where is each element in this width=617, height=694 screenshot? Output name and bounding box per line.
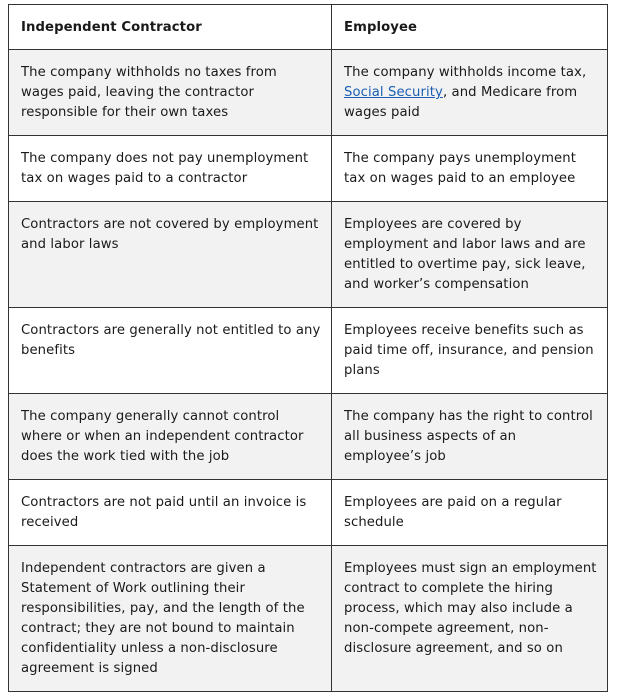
employee-cell: Employees must sign an employment contract to complete the hiring process, which may also include a non-compete agreement, non-disclosure agreement, and so on [332, 546, 608, 692]
contractor-cell: Contractors are not paid until an invoice is received [9, 480, 332, 546]
table-row [9, 480, 608, 546]
employee-cell [332, 50, 608, 136]
comparison-table-container [8, 4, 607, 692]
contractor-cell: Contractors are not covered by employment and labor laws [9, 202, 332, 308]
employee-cell: The company has the right to control all business aspects of an employee’s job [332, 394, 608, 480]
table-row [9, 308, 608, 394]
table-row [9, 546, 608, 692]
header-employee: Employee [332, 5, 608, 50]
contractor-cell: The company does not pay unemployment tax on wages paid to a contractor [9, 136, 332, 202]
employee-cell-text: , and Medicare from wages paid [344, 85, 578, 120]
header-independent-contractor: Independent Contractor [9, 5, 332, 50]
employee-cell: Employees receive benefits such as paid time off, insurance, and pension plans [332, 308, 608, 394]
table-row [9, 50, 608, 136]
contractor-cell: Contractors are generally not entitled to any benefits [9, 308, 332, 394]
table-row [9, 136, 608, 202]
employee-cell: Employees are paid on a regular schedule [332, 480, 608, 546]
contractor-cell: The company generally cannot control where or when an independent contractor does the work tied with the job [9, 394, 332, 480]
social-security-link[interactable]: Social Security [344, 85, 443, 100]
table-row [9, 202, 608, 308]
employee-cell: Employees are covered by employment and labor laws and are entitled to overtime pay, sick leave, and worker’s compensation [332, 202, 608, 308]
contractor-cell: The company withholds no taxes from wages paid, leaving the contractor responsible for their own taxes [9, 50, 332, 136]
table-row [9, 394, 608, 480]
employee-cell: The company pays unemployment tax on wages paid to an employee [332, 136, 608, 202]
comparison-table [8, 4, 608, 692]
contractor-cell: Independent contractors are given a Statement of Work outlining their responsibilities, pay, and the length of the contract; they are not bound to maintain confidentiality unless a non-disclosure agreement is signed [9, 546, 332, 692]
table-header-row [9, 5, 608, 50]
employee-cell-text: The company withholds income tax, [344, 65, 587, 80]
